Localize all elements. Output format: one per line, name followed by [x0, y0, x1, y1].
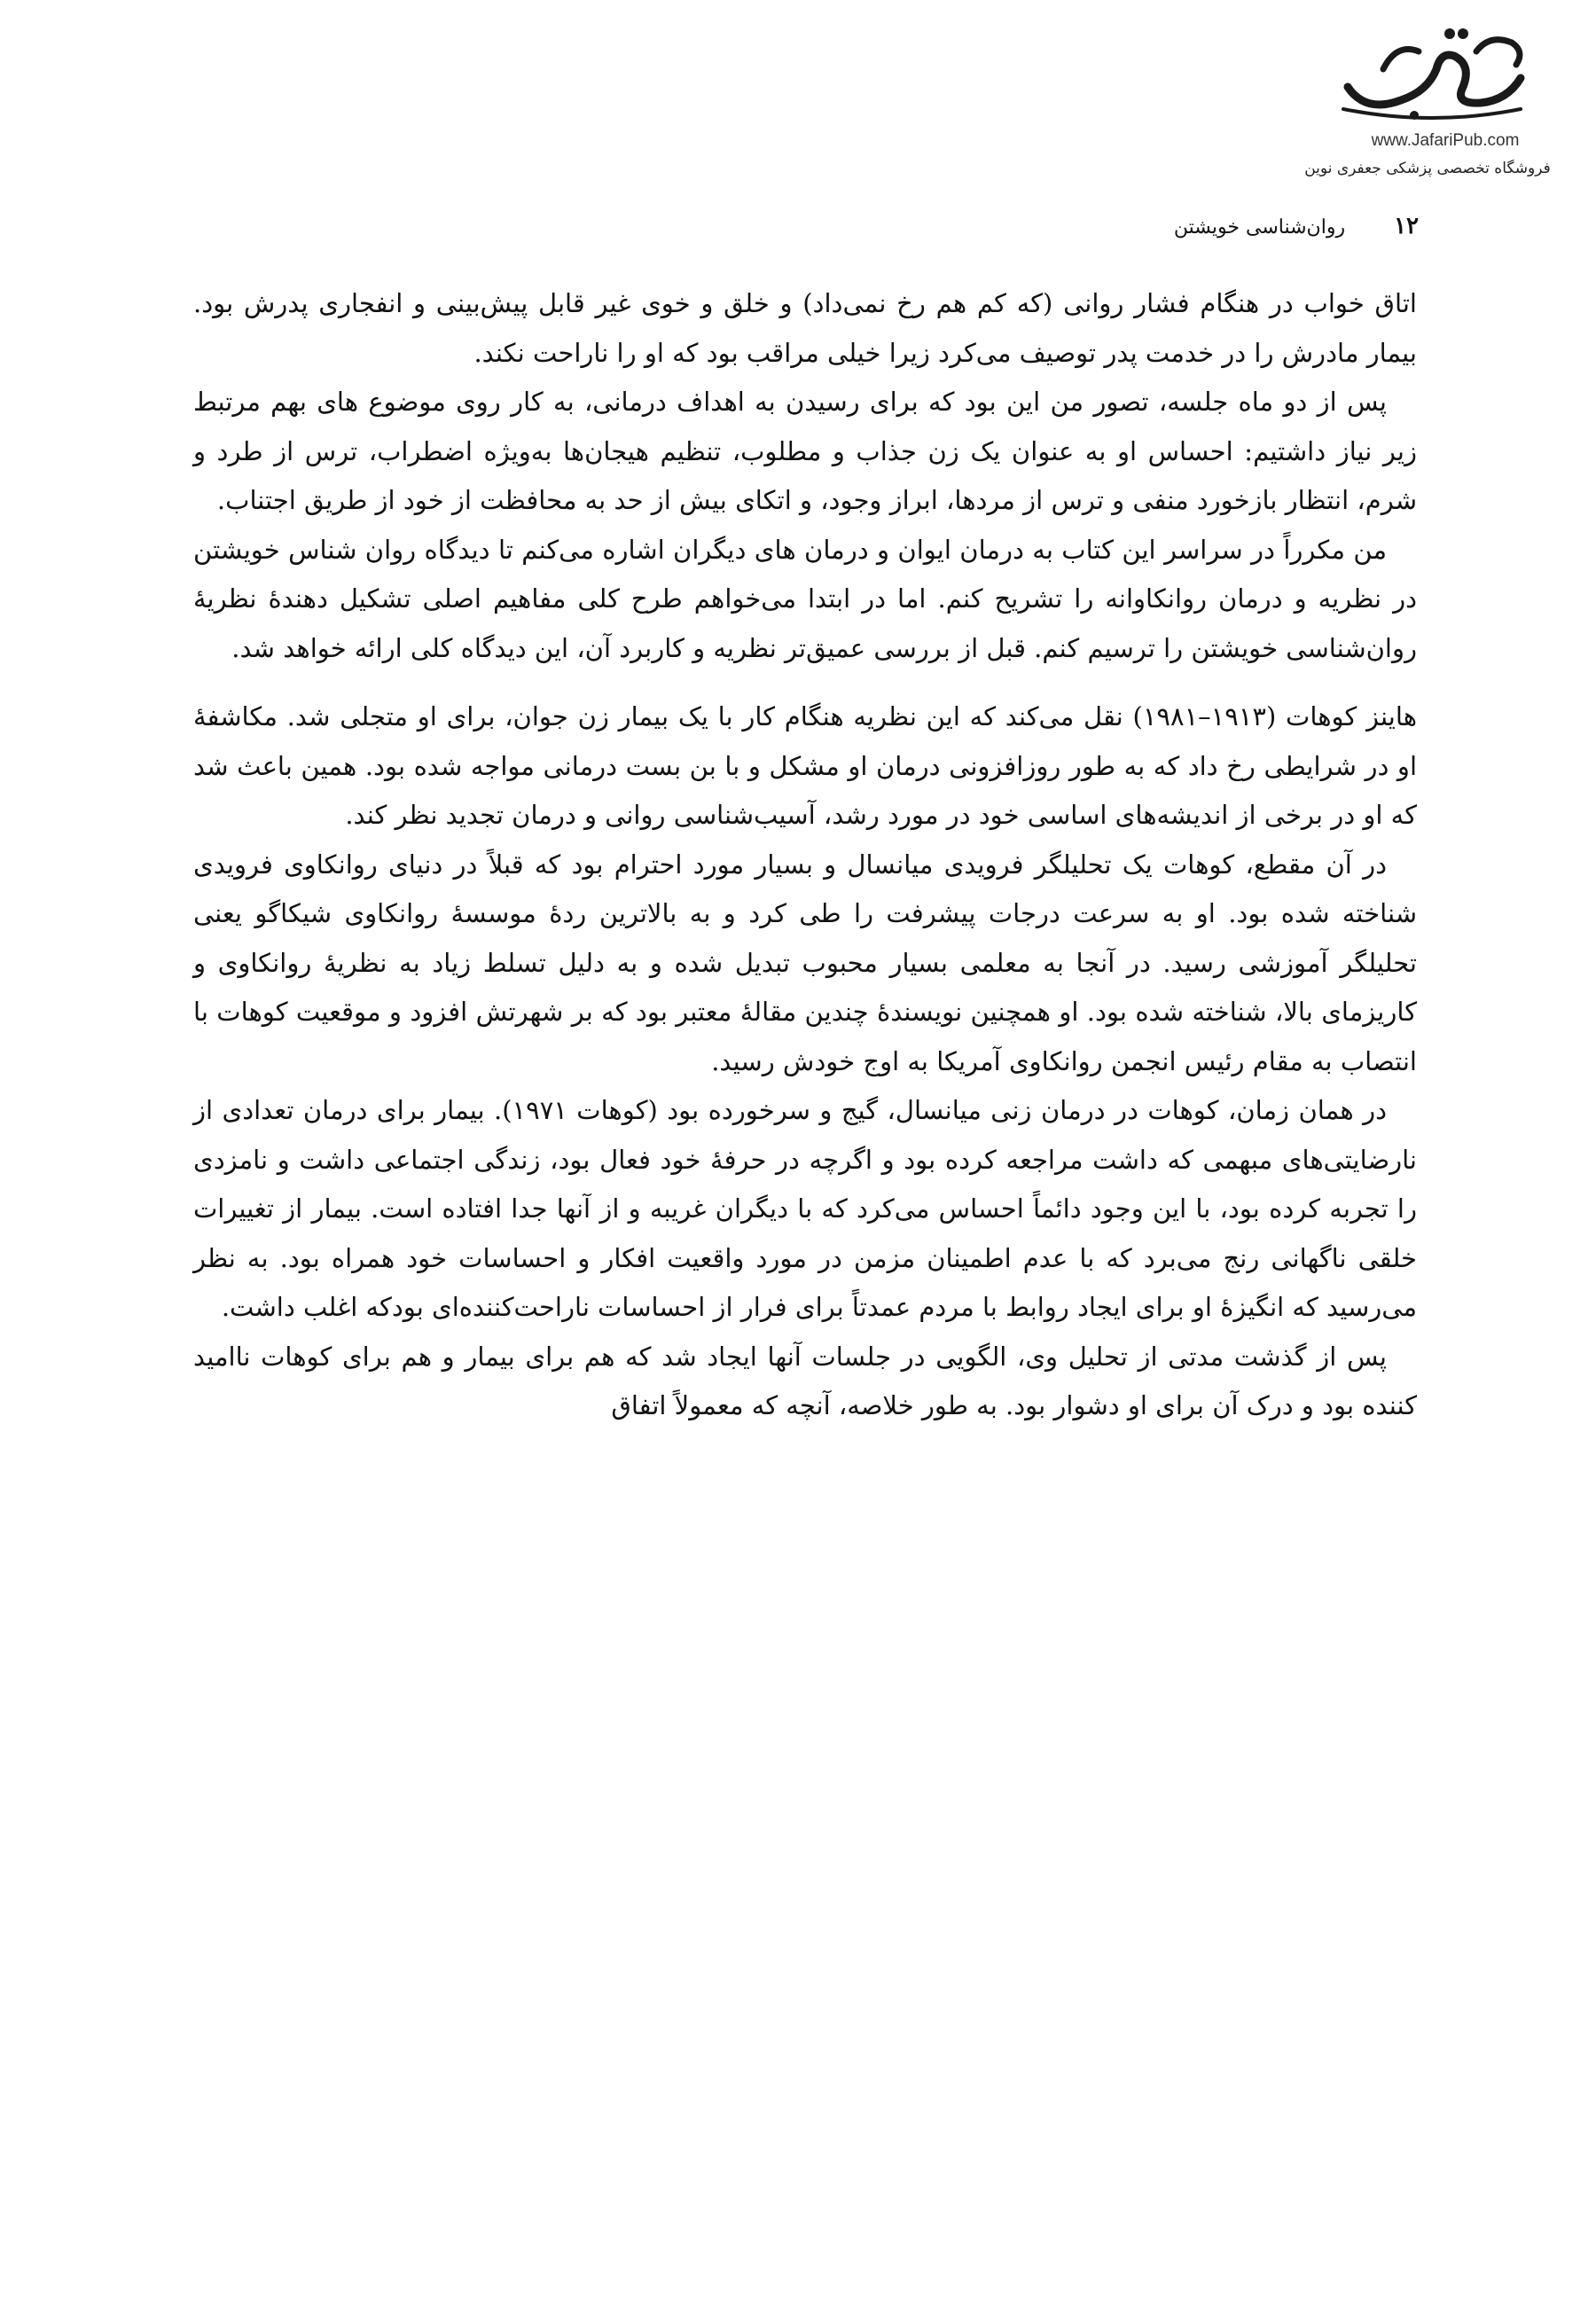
paragraph: پس از گذشت مدتی از تحلیل وی، الگویی در جلسات آنها ایجاد شد که هم برای بیمار و هم برای کوهات ناامید کننده بود و درک آن برای او دشوار بود. به طور خلاصه، آنچه که معمولاً اتفاق — [193, 1341, 1417, 1420]
publisher-logo-mark — [1330, 16, 1534, 131]
page-number: ۱۲ — [1394, 213, 1419, 239]
paragraph: من مکرراً در سراسر این کتاب به درمان ایوان و درمان های دیگران اشاره می‌کنم تا دیدگاه روان شناس خویشتن در نظریه و درمان روانکاوانه را تشریح کنم. اما در ابتدا می‌خواهم طرح کلی مفاهیم اصلی تشکیل دهندهٔ نظریهٔ روان‌شناسی خویشتن را ترسیم کنم. قبل از بررسی عمیق‌تر نظریه و کاربرد آن، این دیدگاه کلی ارائه خواهد شد. — [193, 534, 1417, 663]
paragraph: اتاق خواب در هنگام فشار روانی (که کم هم رخ نمی‌داد) و خلق و خوی غیر قابل پیش‌بینی و انفجاری پدرش بود. بیمار مادرش را در خدمت پدر توصیف می‌کرد زیرا خیلی مراقب بود که او را ناراحت نکند. — [193, 288, 1417, 368]
body-text — [193, 279, 1417, 1431]
paragraph: در آن مقطع، کوهات یک تحلیلگر فرویدی میانسال و بسیار مورد احترام بود که قبلاً در دنیای روانکاوی فرویدی شناخته شده بود. او به سرعت درجات پیشرفت را طی کرد و به بالاترین ردهٔ موسسهٔ روانکاوی شیکاگو یعنی تحلیلگر آموزشی رسید. در آنجا به معلمی بسیار محبوب تبدیل شده و به دلیل تسلط زیاد به نظریهٔ روانکاوی و کاریزمای بالا، شناخته شده بود. او همچنین نویسندهٔ چندین مقالهٔ معتبر بود که بر شهرتش افزود و موقعیت کوهات با انتصاب به مقام رئیس انجمن روانکاوی آمریکا به اوج خودش رسید. — [193, 849, 1417, 1076]
running-title: روان‌شناسی خویشتن — [1173, 216, 1346, 239]
paragraph: پس از دو ماه جلسه، تصور من این بود که برای رسیدن به اهداف درمانی، به کار روی موضوع های بهم مرتبط زیر نیاز داشتیم: احساس او به عنوان یک زن جذاب و مطلوب، تنظیم هیجان‌ها به‌ویژه اضطراب، ترس از طرد و شرم، انتظار بازخورد منفی و ترس از مردها، ابراز وجود، و اتکای بیش از حد به محافظت از خود از طریق اجتناب. — [193, 387, 1417, 515]
publisher-store-name: فروشگاه تخصصی پزشکی جعفری نوین — [1304, 160, 1551, 177]
running-head — [887, 213, 1419, 239]
paragraph: هاینز کوهات (۱۹۱۳–۱۹۸۱) نقل می‌کند که این نظریه هنگام کار با یک بیمار زن جوان، برای او متجلی شد. مکاشفهٔ او در شرایطی رخ داد که به طور روزافزونی درمان او مشکل و با بن بست درمانی مواجه شده بود. همین باعث شد که او در برخی از اندیشه‌های اساسی خود در مورد رشد، آسیب‌شناسی روانی و درمان تجدید نظر کند. — [193, 701, 1418, 830]
paragraph: در همان زمان، کوهات در درمان زنی میانسال، گیج و سرخورده بود (کوهات ۱۹۷۱). بیمار برای درمان تعدادی از نارضایتی‌های مبهمی که داشت مراجعه کرده بود و اگرچه در حرفهٔ خود فعال بود، زندگی اجتماعی داشت و نامزدی را تجربه کرده بود، با این وجود دائماً احساس می‌کرد که با دیگران غریبه و از آنها جدا افتاده است. بیمار از تغییرات خلقی ناگهانی رنج می‌برد که با عدم اطمینان مزمن در مورد واقعیت افکار و احساسات خود همراه بود. به نظر می‌رسید که انگیزهٔ او برای ایجاد روابط با مردم عمدتاً برای فرار از احساسات ناراحت‌کننده‌ای بودکه اغلب داشت. — [193, 1095, 1417, 1322]
publisher-url: www.JafariPub.com — [1371, 131, 1520, 150]
publisher-logo — [1277, 16, 1578, 193]
